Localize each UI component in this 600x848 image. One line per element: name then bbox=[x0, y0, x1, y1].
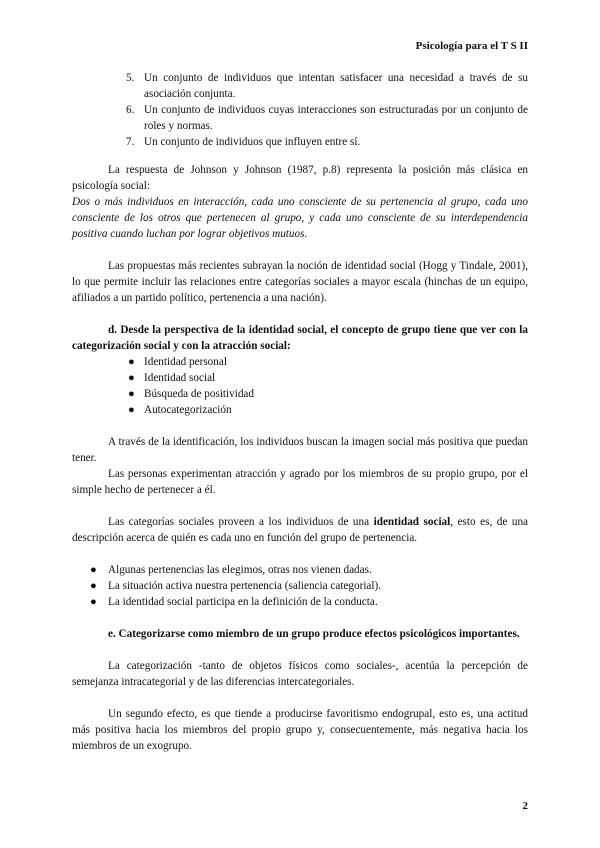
paragraph-categorias: Las categorías sociales proveen a los individuos de una identidad social, esto es, de una descripción acerca de quién es cada uno en función del grupo de pertenencia. bbox=[72, 516, 528, 544]
list-item: ● Búsqueda de positividad bbox=[128, 388, 254, 400]
section-heading-d: d. Desde la perspectiva de la identidad social, el concepto de grupo tiene que ver con la categorización social y con la atracción social: bbox=[72, 324, 528, 352]
bullet-icon: ● bbox=[90, 580, 97, 592]
bullet-list-d bbox=[72, 354, 528, 418]
bullet-icon: ● bbox=[128, 388, 135, 400]
list-item: ● Identidad personal bbox=[128, 356, 227, 368]
page-header: Psicología para el T S II bbox=[415, 40, 528, 52]
list-item: 7. Un conjunto de individuos que influyen entre sí. bbox=[126, 136, 361, 148]
list-item: 6. Un conjunto de individuos cuyas interacciones son estructuradas por un conjunto de roles y normas. bbox=[126, 104, 528, 132]
page-number: 2 bbox=[522, 800, 528, 812]
list-item: ● Algunas pertenencias las elegimos, otras nos vienen dadas. bbox=[90, 564, 372, 576]
bullet-list-pertenencias bbox=[72, 562, 528, 610]
list-item: 5. Un conjunto de individuos que intentan satisfacer una necesidad a través de su asociación conjunta. bbox=[126, 72, 528, 100]
paragraph-identificacion: A través de la identificación, los individuos buscan la imagen social más positiva que puedan tener. bbox=[72, 436, 528, 464]
paragraph-segundo-efecto: Un segundo efecto, es que tiende a producirse favoritismo endogrupal, esto es, una actitud más positiva hacia los miembros del propio grupo y, consecuentemente, más negativa hacia los miembros de un exogrupo. bbox=[72, 708, 528, 752]
list-item: ● Identidad social bbox=[128, 372, 216, 384]
list-item: ● Autocategorización bbox=[128, 404, 232, 416]
definition-quote: Dos o más individuos en interacción, cada uno consciente de su pertenencia al grupo, cada uno consciente de los otros que pertenecen al grupo, y cada uno consciente de su interdependencia positiva cuando luchan por lograr objetivos mutuos. bbox=[72, 196, 528, 240]
paragraph-propuestas: Las propuestas más recientes subrayan la noción de identidad social (Hogg y Tindale, 2001), lo que permite incluir las relaciones entre categorías sociales a mayor escala (hinchas de un equipo, afiliados a un partido político, pertenencia a una nación). bbox=[72, 260, 528, 304]
paragraph-categorizacion: La categorización -tanto de objetos físicos como sociales-, acentúa la percepción de semejanza intracategorial y de las diferencias intercategoriales. bbox=[72, 660, 528, 688]
paragraph-johnson: La respuesta de Johnson y Johnson (1987, p.8) representa la posición más clásica en psicología social: bbox=[72, 164, 528, 192]
section-heading-e: e. Categorizarse como miembro de un grupo produce efectos psicológicos importantes. bbox=[108, 628, 520, 640]
numbered-list bbox=[72, 70, 528, 150]
bullet-icon: ● bbox=[90, 564, 97, 576]
bullet-icon: ● bbox=[128, 372, 135, 384]
bullet-icon: ● bbox=[90, 596, 97, 608]
page-content bbox=[72, 70, 528, 754]
bullet-icon: ● bbox=[128, 404, 135, 416]
bullet-icon: ● bbox=[128, 356, 135, 368]
paragraph-atraccion: Las personas experimentan atracción y agrado por los miembros de su propio grupo, por el simple hecho de pertenecer a él. bbox=[72, 468, 528, 496]
list-item: ● La identidad social participa en la definición de la conducta. bbox=[90, 596, 378, 608]
list-item: ● La situación activa nuestra pertenencia (saliencia categorial). bbox=[90, 580, 382, 592]
